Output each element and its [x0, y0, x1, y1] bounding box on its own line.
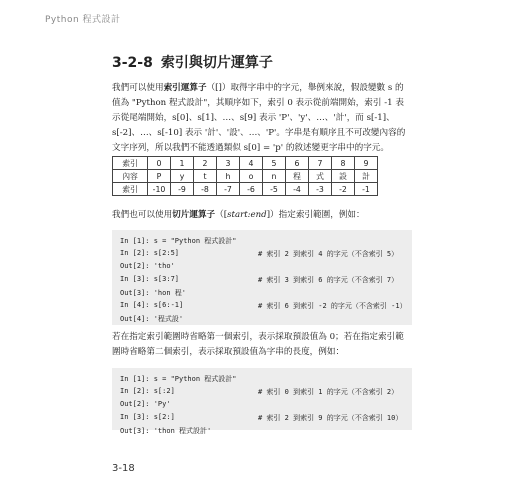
- table-cell: -6: [240, 183, 263, 196]
- table-cell: -1: [355, 183, 378, 196]
- table-cell: 4: [240, 157, 263, 170]
- code-text: Out[2]: 'tho': [120, 262, 175, 270]
- code-comment: # 索引 2 到索引 9 的字元（不含索引 10）: [258, 414, 403, 422]
- table-cell: 式: [309, 170, 332, 183]
- table-cell: 7: [309, 157, 332, 170]
- code-line: [120, 400, 404, 413]
- table-cell: -7: [217, 183, 240, 196]
- table-cell: h: [217, 170, 240, 183]
- slice-paragraph: [112, 208, 412, 223]
- table-cell: -3: [309, 183, 332, 196]
- para2-italic-args: start:end: [227, 210, 267, 220]
- code-block-2: [112, 368, 412, 435]
- code-text: In [2]: s[2:5]: [120, 249, 180, 257]
- code-text: In [1]: s = "Python 程式設計": [120, 237, 237, 245]
- table-row-header: 內容: [113, 170, 148, 183]
- code-text: In [2]: s[:2]: [120, 387, 175, 395]
- code-text: Out[2]: 'Py': [120, 400, 171, 408]
- table-cell: 1: [171, 157, 194, 170]
- table-cell: 2: [194, 157, 217, 170]
- para2-paren: （[: [215, 210, 228, 220]
- table-cell: 3: [217, 157, 240, 170]
- code-block-1: [112, 230, 412, 325]
- code-text: In [4]: s[6:-1]: [120, 301, 184, 309]
- code-text: In [1]: s = "Python 程式設計": [120, 375, 237, 383]
- table-cell: -9: [171, 183, 194, 196]
- code-line: [120, 426, 404, 439]
- table-cell: t: [194, 170, 217, 183]
- table-cell: 計: [355, 170, 378, 183]
- table-cell: -4: [286, 183, 309, 196]
- table-row: [113, 183, 378, 196]
- table-cell: 8: [332, 157, 355, 170]
- para2-pre: 我們也可以使用: [112, 210, 173, 220]
- table-cell: n: [263, 170, 286, 183]
- table-cell: P: [148, 170, 171, 183]
- table-cell: 設: [332, 170, 355, 183]
- code-text: Out[3]: 'hon 程': [120, 289, 187, 297]
- section-heading: [112, 52, 273, 72]
- table-cell: 6: [286, 157, 309, 170]
- code-line: [120, 249, 404, 262]
- code-comment: # 索引 0 到索引 1 的字元（不含索引 2）: [258, 388, 399, 396]
- code-line: [120, 374, 404, 387]
- code-line: [120, 413, 404, 426]
- table-row-header: 索引: [113, 157, 148, 170]
- table-row-header: 索引: [113, 183, 148, 196]
- table-cell: 程: [286, 170, 309, 183]
- default-paragraph: 若在指定索引範圍時省略第一個索引，表示採取預設值為 0；若在指定索引範圍時省略第二個索引，表示採取預設值為字串的長度，例如：: [112, 332, 404, 357]
- para2-post: ]）指定索引範圍，例如：: [266, 210, 365, 220]
- table-row: [113, 157, 378, 170]
- table-cell: -10: [148, 183, 171, 196]
- running-header: Python 程式設計: [45, 15, 121, 25]
- para1-pre: 我們可以使用: [112, 83, 164, 93]
- para1-bold-term: 索引運算子: [163, 83, 207, 93]
- code-line: [120, 262, 404, 275]
- table-cell: 0: [148, 157, 171, 170]
- table-cell: y: [171, 170, 194, 183]
- code-comment: # 索引 6 到索引 -2 的字元（不含索引 -1）: [258, 302, 407, 310]
- para2-bold-term: 切片運算子: [172, 210, 216, 220]
- table-cell: -2: [332, 183, 355, 196]
- table-cell: 9: [355, 157, 378, 170]
- page-number: 3-18: [112, 463, 135, 474]
- intro-paragraph: [112, 81, 412, 156]
- table-cell: 5: [263, 157, 286, 170]
- code-text: Out[3]: 'thon 程式設計': [120, 427, 212, 435]
- index-table: [112, 156, 378, 196]
- para1-post: （[]）取得字串中的字元，舉例來說，假設變數 s 的值為 "Python 程式設計"，其順序如下，索引 0 表示從前端開始，索引 -1 表示從尾端開始，s[0]、s[1]、…、s[9] 表示 'P'、'y'、…、'計'，而 s[-1]、s[-2]、…、s[-10] 表示 '計'、'設'、…、'P'。字串是有順序且不可改變內容的文字序列，所以我們不能透過類似 s[0] = 'p' 的敘述變更字串中的字元。: [112, 83, 406, 153]
- code-text: In [3]: s[3:7]: [120, 275, 180, 283]
- code-line: [120, 288, 404, 301]
- table-cell: -5: [263, 183, 286, 196]
- code-line: [120, 236, 404, 249]
- code-text: In [3]: s[2:]: [120, 413, 175, 421]
- table-cell: o: [240, 170, 263, 183]
- table-cell: -8: [194, 183, 217, 196]
- code-line: [120, 314, 404, 327]
- table-row: [113, 170, 378, 183]
- section-title: 索引與切片運算子: [160, 55, 273, 71]
- code-text: Out[4]: '程式設': [120, 315, 184, 323]
- code-line: [120, 275, 404, 288]
- section-number: 3-2-8: [112, 55, 153, 71]
- code-line: [120, 301, 407, 314]
- code-line: [120, 387, 404, 400]
- code-comment: # 索引 2 到索引 4 的字元（不含索引 5）: [258, 250, 399, 258]
- code-comment: # 索引 3 到索引 6 的字元（不含索引 7）: [258, 276, 399, 284]
